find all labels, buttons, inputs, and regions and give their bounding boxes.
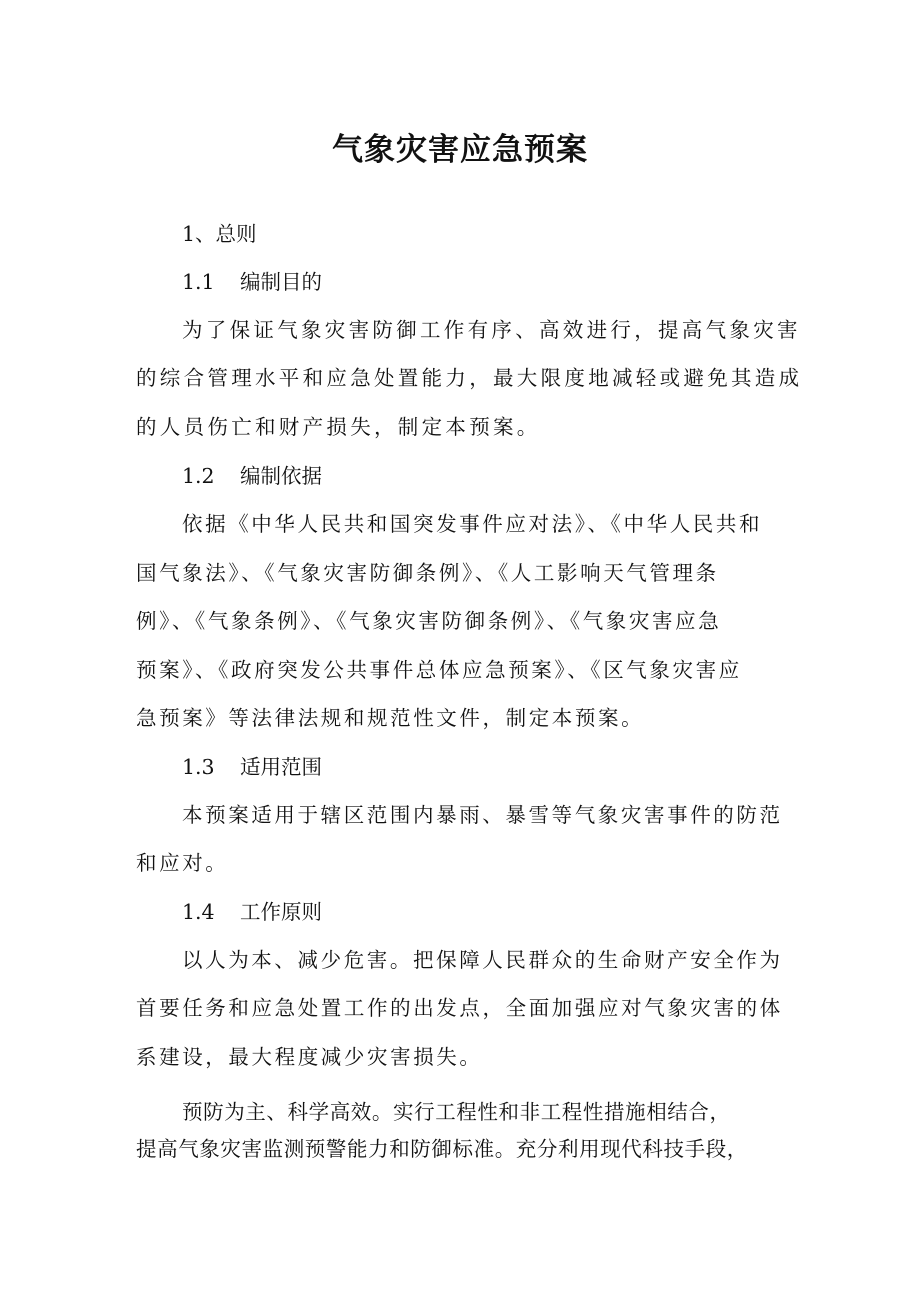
subsection-number: 1.3 [182, 755, 215, 779]
subsection-label: 工作原则 [240, 900, 322, 924]
paragraph-line: 预案》、《政府突发公共事件总体应急预案》、《区气象灾害应 [136, 658, 742, 682]
paragraph-line: 本预案适用于辖区范围内暴雨、暴雪等气象灾害事件的防范 [182, 803, 783, 827]
subsection-label: 编制依据 [240, 464, 322, 488]
subsection-number: 1.1 [182, 270, 215, 294]
subsection-number: 1.4 [182, 900, 215, 924]
subsection-number: 1.2 [182, 464, 215, 488]
paragraph-line: 预防为主、科学高效。实行工程性和非工程性措施相结合， [182, 1100, 731, 1124]
paragraph-line: 的人员伤亡和财产损失，制定本预案。 [136, 415, 541, 439]
paragraph-line: 系建设，最大程度减少灾害损失。 [136, 1045, 483, 1069]
paragraph-line: 和应对。 [136, 851, 229, 875]
paragraph-line: 首要任务和应急处置工作的出发点，全面加强应对气象灾害的体 [136, 996, 783, 1020]
section-heading-general: 1、总则 [182, 222, 257, 246]
paragraph-line: 提高气象灾害监测预警能力和防御标准。充分利用现代科技手段， [136, 1137, 748, 1161]
paragraph-line: 例》、《气象条例》、《气象灾害防御条例》、《气象灾害应急 [136, 609, 722, 633]
paragraph-line: 依据《中华人民共和国突发事件应对法》、《中华人民共和 [182, 512, 763, 536]
paragraph-line: 国气象法》、《气象灾害防御条例》、《人工影响天气管理条 [136, 561, 719, 585]
document-title: 气象灾害应急预案 [332, 132, 588, 168]
paragraph-line: 为了保证气象灾害防御工作有序、高效进行，提高气象灾害 [182, 318, 801, 342]
paragraph-line: 的综合管理水平和应急处置能力，最大限度地减轻或避免其造成 [136, 366, 803, 390]
paragraph-line: 急预案》等法律法规和规范性文件，制定本预案。 [136, 706, 645, 730]
subsection-heading-1-2 [182, 464, 786, 489]
subsection-heading-1-3 [182, 755, 786, 780]
subsection-label: 适用范围 [240, 755, 322, 779]
subsection-heading-1-4 [182, 900, 786, 925]
subsection-heading-1-1 [182, 270, 786, 295]
subsection-label: 编制目的 [240, 270, 322, 294]
paragraph-line: 以人为本、减少危害。把保障人民群众的生命财产安全作为 [182, 948, 783, 972]
